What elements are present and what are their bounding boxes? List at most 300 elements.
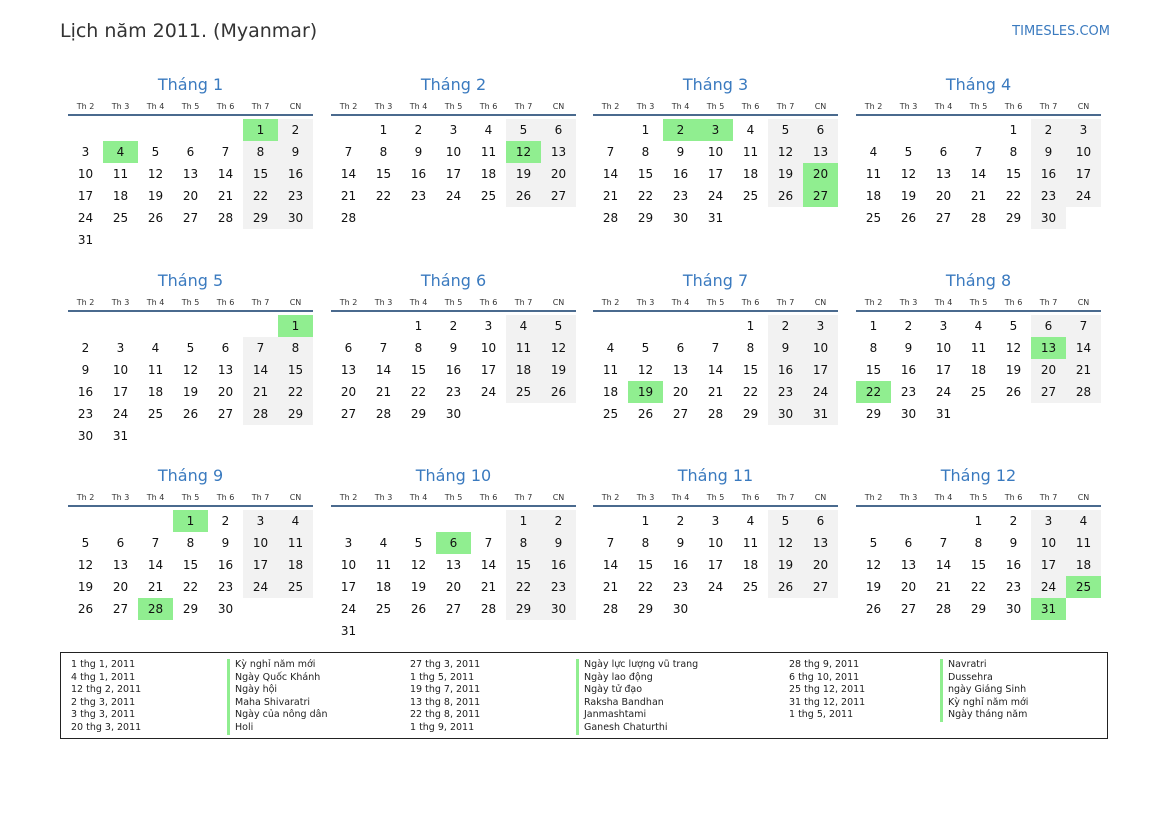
weekday-header: Th 5	[698, 489, 733, 506]
day-cell: 27	[340, 407, 357, 421]
day-cell: 28	[707, 407, 724, 421]
day-cell: 14	[707, 363, 724, 377]
day-cell: 11	[742, 536, 759, 550]
weekday-header: Th 3	[628, 489, 663, 506]
day-cell: 14	[340, 167, 357, 181]
holiday-name: Kỳ nghỉ năm mới	[940, 697, 1028, 710]
holiday-date: 20 thg 3, 2011	[71, 721, 142, 733]
day-cell: 1	[869, 319, 878, 333]
day-cell: 6	[939, 145, 948, 159]
weekday-header: Th 5	[961, 294, 996, 311]
weekday-header: Th 4	[401, 294, 436, 311]
day-cell: 26	[637, 407, 654, 421]
day-cell: 5	[768, 119, 803, 141]
day-cell: 24	[340, 602, 357, 616]
holiday-date-column	[410, 659, 480, 735]
day-cell: 19	[768, 554, 803, 576]
day-cell: 27	[541, 185, 576, 207]
day-cell: 31	[707, 211, 724, 225]
day-cell: 18	[1066, 554, 1101, 576]
day-cell: 6	[116, 536, 125, 550]
month-1	[68, 73, 313, 251]
weekday-header: Th 2	[68, 294, 103, 311]
day-cell: 22	[375, 189, 392, 203]
day-cell: 9	[768, 337, 803, 359]
day-cell: 17	[707, 558, 724, 572]
day-cell: 28	[480, 602, 497, 616]
weekday-header: Th 2	[856, 489, 891, 506]
day-cell: 28	[217, 211, 234, 225]
day-cell: 2	[541, 510, 576, 532]
weekday-header: Th 7	[243, 489, 278, 506]
weekday-header: Th 7	[506, 489, 541, 506]
weekday-header: Th 7	[1031, 489, 1066, 506]
day-cell: 10	[707, 536, 724, 550]
day-cell: 25	[742, 580, 759, 594]
day-cell: 7	[606, 536, 615, 550]
day-cell: 31	[340, 624, 357, 638]
day-cell: 31	[112, 429, 129, 443]
holiday-name-column	[576, 659, 698, 735]
day-cell: 26	[768, 576, 803, 598]
weekday-header: Th 4	[663, 294, 698, 311]
day-cell: 19	[410, 580, 427, 594]
day-cell: 17	[1066, 163, 1101, 185]
holiday-date: 25 thg 12, 2011	[789, 684, 866, 696]
day-cell: 21	[707, 385, 724, 399]
month-title: Tháng 10	[415, 466, 492, 485]
day-cell: 5	[541, 315, 576, 337]
weekday-header: CN	[803, 294, 838, 311]
weekday-header: Th 2	[331, 98, 366, 115]
weekday-header: Th 3	[891, 294, 926, 311]
weekday-header: Th 3	[891, 489, 926, 506]
day-cell: 20	[1031, 359, 1066, 381]
holiday-name: Ngày của nông dân	[227, 709, 327, 722]
weekday-header: Th 5	[173, 294, 208, 311]
weekday-header: Th 5	[436, 294, 471, 311]
day-cell: 3	[484, 319, 493, 333]
day-cell: 19	[900, 189, 917, 203]
month-10	[331, 464, 576, 642]
day-cell: 5	[81, 536, 90, 550]
day-cell: 23	[1031, 185, 1066, 207]
day-cell: 9	[541, 532, 576, 554]
weekday-header: Th 7	[1031, 98, 1066, 115]
day-cell: 2	[414, 123, 423, 137]
day-cell: 6	[221, 341, 230, 355]
day-cell: 26	[900, 211, 917, 225]
day-cell: 27	[445, 602, 462, 616]
day-cell: 24	[803, 381, 838, 403]
day-cell: 15	[410, 363, 427, 377]
day-cell: 2	[1031, 119, 1066, 141]
day-cell: 23	[445, 385, 462, 399]
weekday-header: CN	[803, 489, 838, 506]
month-title: Tháng 8	[945, 271, 1012, 290]
month-7	[593, 269, 838, 425]
weekday-header: Th 5	[698, 294, 733, 311]
day-cell: 12	[410, 558, 427, 572]
day-cell: 29	[637, 211, 654, 225]
day-cell: 9	[81, 363, 90, 377]
day-cell: 18	[147, 385, 164, 399]
weekday-header: Th 2	[68, 489, 103, 506]
weekday-header: Th 2	[856, 98, 891, 115]
month-9	[68, 464, 313, 620]
day-cell: 20	[340, 385, 357, 399]
day-cell: 5	[869, 536, 878, 550]
day-cell: 10	[77, 167, 94, 181]
month-title: Tháng 11	[677, 466, 754, 485]
day-cell: 7	[711, 341, 720, 355]
day-cell: 15	[243, 163, 278, 185]
month-8	[856, 269, 1101, 425]
day-cell: 10	[707, 145, 724, 159]
day-cell: 22	[410, 385, 427, 399]
day-cell: 5	[904, 145, 913, 159]
weekday-header: Th 3	[366, 294, 401, 311]
weekday-header: CN	[278, 489, 313, 506]
day-cell: 30	[1005, 602, 1022, 616]
day-cell: 1	[1009, 123, 1018, 137]
weekday-header: CN	[1066, 489, 1101, 506]
day-cell: 26	[182, 407, 199, 421]
day-cell: 27	[1031, 381, 1066, 403]
day-cell: 12	[768, 141, 803, 163]
weekday-header: Th 7	[506, 98, 541, 115]
day-cell: 31	[77, 233, 94, 247]
day-cell: 18	[602, 385, 619, 399]
weekday-header: Th 4	[926, 489, 961, 506]
day-cell: 18	[278, 554, 313, 576]
weekday-header: Th 6	[733, 294, 768, 311]
day-cell: 3	[711, 514, 720, 528]
day-cell: 19	[506, 163, 541, 185]
day-cell: 22	[243, 185, 278, 207]
day-cell: 22	[742, 385, 759, 399]
holiday-day-cell: 22	[856, 381, 891, 403]
weekday-header: Th 7	[243, 294, 278, 311]
holiday-name: Janmashtami	[576, 709, 698, 722]
holiday-day-cell: 13	[1031, 337, 1066, 359]
day-cell: 24	[480, 385, 497, 399]
day-cell: 7	[379, 341, 388, 355]
weekday-header: Th 7	[768, 489, 803, 506]
day-cell: 5	[1009, 319, 1018, 333]
weekday-header: Th 3	[366, 489, 401, 506]
day-cell: 10	[480, 341, 497, 355]
weekday-header: Th 2	[856, 294, 891, 311]
holiday-day-cell: 28	[138, 598, 173, 620]
day-cell: 21	[243, 381, 278, 403]
day-cell: 18	[506, 359, 541, 381]
weekday-header: Th 7	[768, 294, 803, 311]
month-title: Tháng 1	[157, 75, 224, 94]
day-cell: 8	[641, 536, 650, 550]
day-cell: 12	[637, 363, 654, 377]
day-cell: 28	[340, 211, 357, 225]
day-cell: 16	[1005, 558, 1022, 572]
day-cell: 6	[904, 536, 913, 550]
day-cell: 11	[1066, 532, 1101, 554]
holiday-name: Ngày hội	[227, 684, 327, 697]
day-cell: 23	[672, 580, 689, 594]
weekday-header: Th 6	[471, 489, 506, 506]
day-cell: 3	[939, 319, 948, 333]
day-cell: 18	[742, 558, 759, 572]
day-cell: 14	[147, 558, 164, 572]
day-cell: 23	[1005, 580, 1022, 594]
day-cell: 10	[340, 558, 357, 572]
day-cell: 26	[541, 381, 576, 403]
day-cell: 3	[243, 510, 278, 532]
month-3	[593, 73, 838, 229]
page-title: Lịch năm 2011. (Myanmar)	[60, 20, 318, 42]
day-cell: 29	[637, 602, 654, 616]
day-cell: 4	[379, 536, 388, 550]
day-cell: 21	[480, 580, 497, 594]
holiday-name: Navratri	[940, 659, 1028, 672]
day-cell: 7	[151, 536, 160, 550]
day-cell: 30	[1031, 207, 1066, 229]
day-cell: 2	[449, 319, 458, 333]
brand-link[interactable]: TIMESLES.COM	[1012, 24, 1110, 39]
day-cell: 8	[379, 145, 388, 159]
day-cell: 29	[865, 407, 882, 421]
day-cell: 8	[869, 341, 878, 355]
weekday-header: Th 3	[628, 98, 663, 115]
month-grid	[331, 489, 576, 642]
day-cell: 2	[278, 119, 313, 141]
day-cell: 23	[77, 407, 94, 421]
day-cell: 7	[1066, 315, 1101, 337]
day-cell: 11	[742, 145, 759, 159]
day-cell: 21	[602, 189, 619, 203]
day-cell: 22	[970, 580, 987, 594]
day-cell: 25	[278, 576, 313, 598]
day-cell: 26	[1005, 385, 1022, 399]
day-cell: 24	[112, 407, 129, 421]
day-cell: 16	[1031, 163, 1066, 185]
day-cell: 29	[182, 602, 199, 616]
day-cell: 20	[445, 580, 462, 594]
day-cell: 26	[147, 211, 164, 225]
day-cell: 16	[672, 558, 689, 572]
day-cell: 20	[803, 554, 838, 576]
month-title: Tháng 7	[682, 271, 749, 290]
day-cell: 5	[151, 145, 160, 159]
holiday-date: 19 thg 7, 2011	[410, 684, 481, 696]
weekday-header: Th 5	[436, 98, 471, 115]
day-cell: 27	[182, 211, 199, 225]
day-cell: 1	[641, 123, 650, 137]
day-cell: 22	[182, 580, 199, 594]
day-cell: 12	[768, 532, 803, 554]
month-title: Tháng 5	[157, 271, 224, 290]
day-cell: 2	[221, 514, 230, 528]
day-cell: 9	[904, 341, 913, 355]
day-cell: 13	[935, 167, 952, 181]
holiday-date: 1 thg 9, 2011	[410, 721, 475, 733]
day-cell: 30	[77, 429, 94, 443]
day-cell: 27	[672, 407, 689, 421]
month-grid	[331, 98, 576, 229]
day-cell: 30	[768, 403, 803, 425]
day-cell: 3	[116, 341, 125, 355]
day-cell: 30	[217, 602, 234, 616]
day-cell: 14	[217, 167, 234, 181]
day-cell: 21	[217, 189, 234, 203]
holiday-name-column	[940, 659, 1028, 722]
weekday-header: Th 4	[663, 489, 698, 506]
day-cell: 12	[1005, 341, 1022, 355]
day-cell: 20	[900, 580, 917, 594]
day-cell: 16	[672, 167, 689, 181]
weekday-header: Th 2	[331, 489, 366, 506]
day-cell: 31	[935, 407, 952, 421]
day-cell: 24	[445, 189, 462, 203]
day-cell: 21	[375, 385, 392, 399]
day-cell: 15	[970, 558, 987, 572]
day-cell: 8	[186, 536, 195, 550]
day-cell: 9	[278, 141, 313, 163]
holiday-date: 12 thg 2, 2011	[71, 684, 142, 696]
day-cell: 5	[768, 510, 803, 532]
day-cell: 20	[182, 189, 199, 203]
weekday-header: Th 3	[366, 98, 401, 115]
day-cell: 21	[970, 189, 987, 203]
day-cell: 14	[602, 167, 619, 181]
weekday-header: Th 2	[68, 98, 103, 115]
month-grid	[856, 98, 1101, 229]
weekday-header: Th 6	[208, 98, 243, 115]
holiday-name: Kỳ nghỉ năm mới	[227, 659, 327, 672]
day-cell: 26	[768, 185, 803, 207]
day-cell: 11	[865, 167, 882, 181]
day-cell: 7	[974, 145, 983, 159]
day-cell: 17	[935, 363, 952, 377]
day-cell: 26	[410, 602, 427, 616]
day-cell: 4	[869, 145, 878, 159]
day-cell: 25	[112, 211, 129, 225]
day-cell: 11	[147, 363, 164, 377]
day-cell: 13	[340, 363, 357, 377]
day-cell: 15	[1005, 167, 1022, 181]
day-cell: 13	[541, 141, 576, 163]
day-cell: 25	[865, 211, 882, 225]
day-cell: 8	[243, 141, 278, 163]
holiday-name: Ngày Quốc Khánh	[227, 672, 327, 685]
weekday-header: Th 5	[173, 489, 208, 506]
holiday-name-column	[227, 659, 327, 735]
day-cell: 11	[602, 363, 619, 377]
day-cell: 11	[970, 341, 987, 355]
day-cell: 6	[803, 510, 838, 532]
weekday-header: Th 3	[628, 294, 663, 311]
month-grid	[68, 489, 313, 620]
month-6	[331, 269, 576, 425]
day-cell: 23	[672, 189, 689, 203]
day-cell: 5	[186, 341, 195, 355]
weekday-header: Th 4	[138, 98, 173, 115]
day-cell: 28	[1066, 381, 1101, 403]
day-cell: 3	[803, 315, 838, 337]
day-cell: 24	[1031, 576, 1066, 598]
day-cell: 4	[746, 514, 755, 528]
day-cell: 27	[900, 602, 917, 616]
day-cell: 29	[970, 602, 987, 616]
month-grid	[593, 489, 838, 620]
day-cell: 23	[768, 381, 803, 403]
day-cell: 2	[81, 341, 90, 355]
day-cell: 10	[1031, 532, 1066, 554]
day-cell: 8	[974, 536, 983, 550]
day-cell: 10	[1066, 141, 1101, 163]
day-cell: 18	[375, 580, 392, 594]
day-cell: 4	[1066, 510, 1101, 532]
weekday-header: Th 4	[401, 489, 436, 506]
day-cell: 10	[243, 532, 278, 554]
month-title: Tháng 12	[940, 466, 1017, 485]
day-cell: 22	[1005, 189, 1022, 203]
day-cell: 9	[1031, 141, 1066, 163]
day-cell: 9	[676, 536, 685, 550]
day-cell: 24	[243, 576, 278, 598]
month-title: Tháng 6	[420, 271, 487, 290]
holiday-date: 1 thg 5, 2011	[410, 671, 475, 683]
day-cell: 30	[672, 211, 689, 225]
day-cell: 3	[1031, 510, 1066, 532]
weekday-header: Th 6	[733, 489, 768, 506]
day-cell: 2	[676, 514, 685, 528]
holiday-date: 27 thg 3, 2011	[410, 659, 481, 670]
holiday-day-cell: 1	[243, 119, 278, 141]
day-cell: 6	[186, 145, 195, 159]
holiday-day-cell: 25	[1066, 576, 1101, 598]
day-cell: 2	[904, 319, 913, 333]
day-cell: 22	[506, 576, 541, 598]
day-cell: 19	[182, 385, 199, 399]
month-title: Tháng 2	[420, 75, 487, 94]
day-cell: 20	[672, 385, 689, 399]
day-cell: 8	[746, 341, 755, 355]
day-cell: 6	[676, 341, 685, 355]
month-title: Tháng 4	[945, 75, 1012, 94]
weekday-header: Th 5	[173, 98, 208, 115]
day-cell: 8	[506, 532, 541, 554]
day-cell: 29	[1005, 211, 1022, 225]
weekday-header: Th 5	[436, 489, 471, 506]
holiday-name: Ngày tử đạo	[576, 684, 698, 697]
day-cell: 1	[414, 319, 423, 333]
day-cell: 30	[278, 207, 313, 229]
holiday-day-cell: 12	[506, 141, 541, 163]
weekday-header: CN	[278, 294, 313, 311]
holiday-date: 31 thg 12, 2011	[789, 696, 866, 708]
holiday-date: 2 thg 3, 2011	[71, 696, 136, 708]
day-cell: 8	[641, 145, 650, 159]
day-cell: 9	[1009, 536, 1018, 550]
month-grid	[856, 489, 1101, 620]
weekday-header: Th 2	[593, 489, 628, 506]
month-title: Tháng 3	[682, 75, 749, 94]
day-cell: 5	[414, 536, 423, 550]
holiday-date: 22 thg 8, 2011	[410, 709, 481, 721]
holiday-date: 1 thg 5, 2011	[789, 709, 854, 721]
day-cell: 23	[217, 580, 234, 594]
day-cell: 27	[935, 211, 952, 225]
